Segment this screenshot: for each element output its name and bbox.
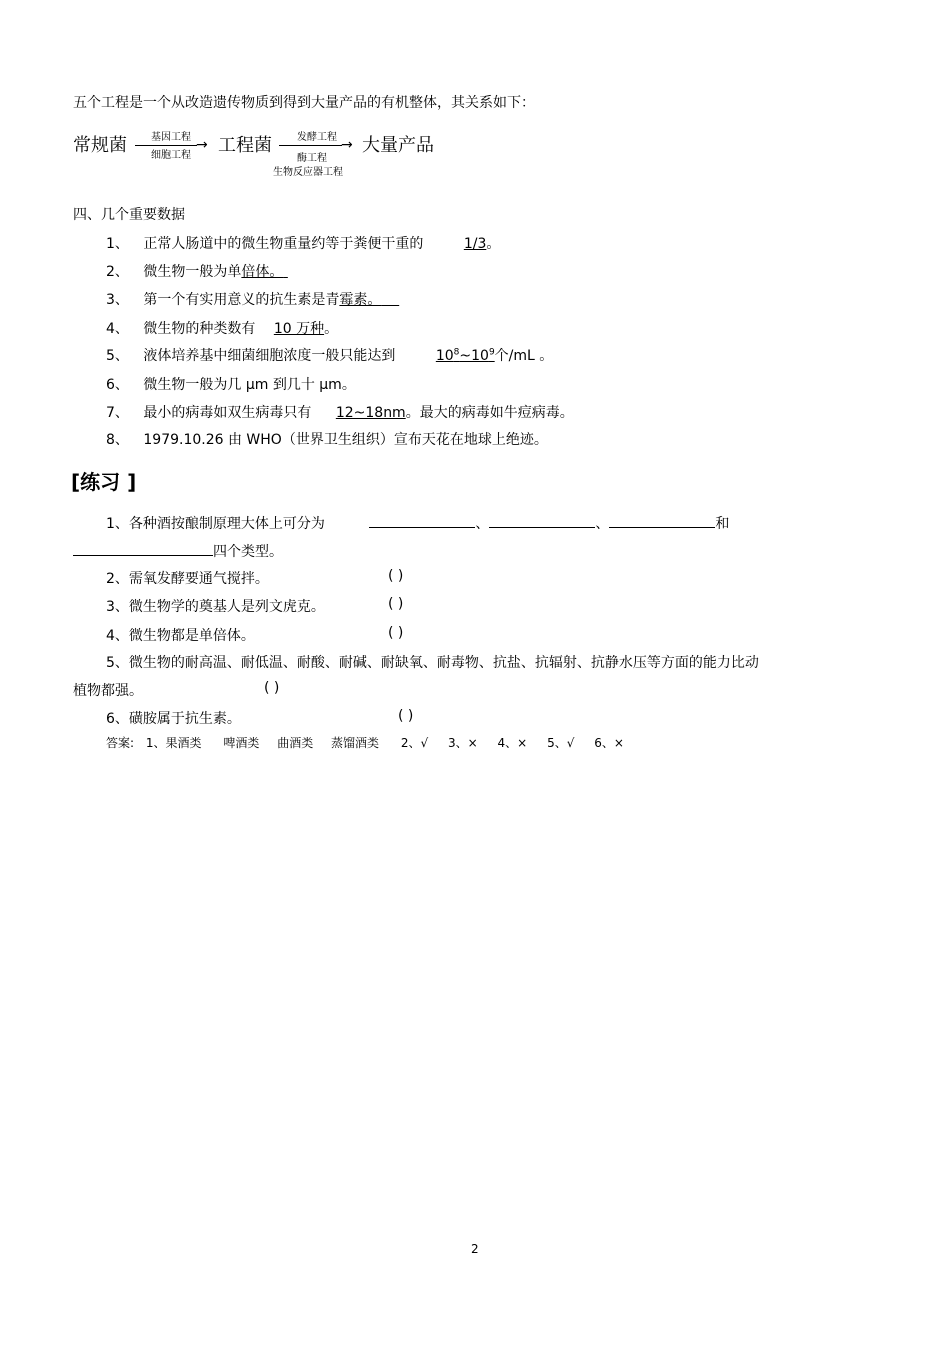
answer-parentheses[interactable]: ( )	[264, 680, 280, 696]
question-2: 2、需氧发酵要通气搅拌。	[106, 571, 269, 587]
section-title-data: 四、几个重要数据	[73, 207, 185, 223]
list-item: 2、 微生物一般为单倍体。	[106, 264, 284, 280]
practice-title: [练习 ]	[71, 470, 137, 494]
question-3: 3、微生物学的奠基人是列文虎克。	[106, 599, 325, 615]
answer-value: 霉素。	[339, 292, 382, 308]
flow-arrow1-head-icon: →	[196, 137, 208, 153]
flow-node-product: 大量产品	[362, 135, 434, 156]
flow-arrow2-line	[279, 145, 342, 146]
list-item: 8、 1979.10.26 由 WHO（世界卫生组织）宣布天花在地球上绝迹。	[106, 432, 548, 448]
flow-arrow1-bottom-label: 细胞工程	[151, 150, 191, 161]
answer-parentheses[interactable]: ( )	[388, 596, 404, 612]
list-item: 1、 正常人肠道中的微生物重量约等于粪便干重的 1/3。	[106, 236, 501, 252]
answer-blank[interactable]	[369, 512, 475, 528]
answer-value: $10^8\sim 10^9$	[435, 347, 495, 364]
intro-text: 五个工程是一个从改造遗传物质到得到大量产品的有机整体，其关系如下：	[73, 95, 535, 111]
list-item: 3、 第一个有实用意义的抗生素是青霉素。	[106, 292, 382, 308]
question-5: 5、微生物的耐高温、耐低温、耐酸、耐碱、耐缺氧、耐毒物、抗盐、抗辐射、抗静水压等方面的能力比动	[106, 655, 759, 671]
answer-blank[interactable]	[609, 512, 715, 528]
flow-node-engineered: 工程菌	[218, 135, 272, 156]
list-item: 7、 最小的病毒如双生病毒只有 12~18nm。最大的病毒如牛痘病毒。	[106, 405, 574, 421]
question-1-continued: 四个类型。	[73, 540, 283, 561]
flow-arrow2-head-icon: →	[341, 137, 353, 153]
answer-blank[interactable]	[489, 512, 595, 528]
answer-value: 1/3	[463, 236, 487, 252]
answer-parentheses[interactable]: ( )	[388, 625, 404, 641]
answer-parentheses[interactable]: ( )	[388, 568, 404, 584]
question-5-continued: 植物都强。	[73, 683, 143, 699]
answer-value: 10 万种	[273, 321, 325, 337]
list-item: 5、 液体培养基中细菌细胞浓度一般只能达到 $10^8\sim 10^9$个/mL 。	[106, 347, 554, 364]
list-item: 6、 微生物一般为几 μm 到几十 μm。	[106, 377, 356, 393]
flow-arrow1-top-label: 基因工程	[151, 132, 191, 143]
answer-value: 倍体。	[241, 264, 284, 280]
flow-node-conventional: 常规菌	[73, 135, 127, 156]
page-number: 2	[471, 1242, 479, 1256]
answer-blank[interactable]	[73, 540, 213, 556]
flow-arrow2-mid-label: 酶工程	[297, 153, 327, 164]
question-1: 1、各种酒按酿制原理大体上可分为 、 、 和	[106, 512, 729, 533]
list-item: 4、 微生物的种类数有 10 万种。	[106, 321, 339, 337]
answer-key: 答案: 1、果酒类 啤酒类 曲酒类 蒸馏酒类 2、√ 3、× 4、× 5、√ 6、×	[106, 736, 624, 750]
question-6: 6、磺胺属于抗生素。	[106, 711, 241, 727]
flow-arrow2-top-label: 发酵工程	[297, 132, 337, 143]
question-4: 4、微生物都是单倍体。	[106, 628, 255, 644]
answer-value: 12~18nm	[335, 405, 406, 421]
answer-parentheses[interactable]: ( )	[398, 708, 414, 724]
flow-arrow2-bottom-label: 生物反应器工程	[273, 167, 343, 178]
